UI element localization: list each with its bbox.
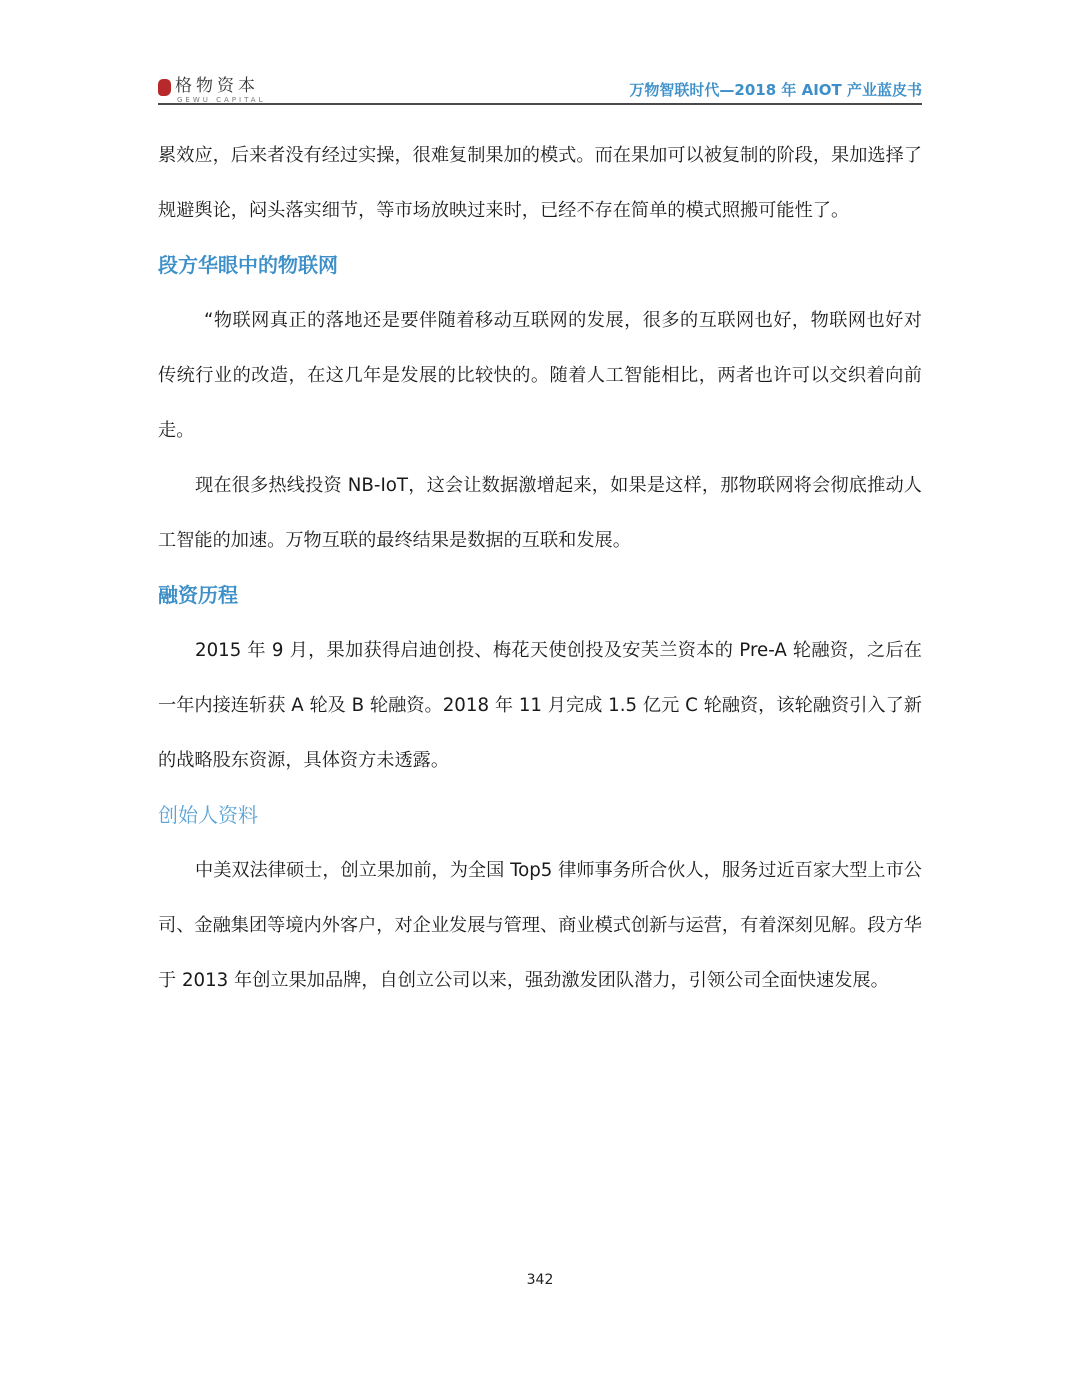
section-heading-founder: 创始人资料 — [158, 803, 258, 827]
paragraph-nbiot: 现在很多热线投资 NB-IoT，这会让数据激增起来，如果是这样，那物联网将会彻底推动人工智能的加速。万物互联的最终结果是数据的互联和发展。 — [158, 475, 922, 551]
header-divider — [158, 103, 922, 105]
paragraph-financing: 2015 年 9 月，果加获得启迪创投、梅花天使创投及安芙兰资本的 Pre-A 轮融资，之后在一年内接连斩获 A 轮及 B 轮融资。2018 年 11 月完成 1.5 亿元 C 轮融资，该轮融资引入了新的战略股东资源，具体资方未透露。 — [158, 640, 922, 771]
logo-text — [175, 76, 266, 105]
page-body — [158, 128, 922, 1008]
paragraph-intro: 累效应，后来者没有经过实操，很难复制果加的模式。而在果加可以被复制的阶段，果加选择了规避舆论，闷头落实细节，等市场放映过来时，已经不存在简单的模式照搬可能性了。 — [158, 145, 922, 221]
logo-name: 格物资本 — [175, 76, 259, 96]
page-header — [158, 74, 922, 104]
paragraph-quote: “物联网真正的落地还是要伴随着移动互联网的发展，很多的互联网也好，物联网也好对传统行业的改造，在这几年是发展的比较快的。随着人工智能相比，两者也许可以交织着向前走。 — [158, 310, 922, 441]
logo-seal-icon — [158, 79, 171, 96]
logo-subtitle: GEWU CAPITAL — [177, 96, 266, 104]
document-title: 万物智联时代—2018 年 AIOT 产业蓝皮书 — [629, 81, 922, 99]
company-logo — [158, 76, 266, 105]
page-number: 342 — [526, 1272, 554, 1288]
paragraph-founder: 中美双法律硕士，创立果加前，为全国 Top5 律师事务所合伙人，服务过近百家大型上市公司、金融集团等境内外客户，对企业发展与管理、商业模式创新与运营，有着深刻见解。段方华于 2013 年创立果加品牌，自创立公司以来，强劲激发团队潜力，引领公司全面快速发展。 — [158, 860, 922, 991]
section-heading-iot: 段方华眼中的物联网 — [158, 253, 338, 277]
section-heading-financing: 融资历程 — [158, 583, 238, 607]
